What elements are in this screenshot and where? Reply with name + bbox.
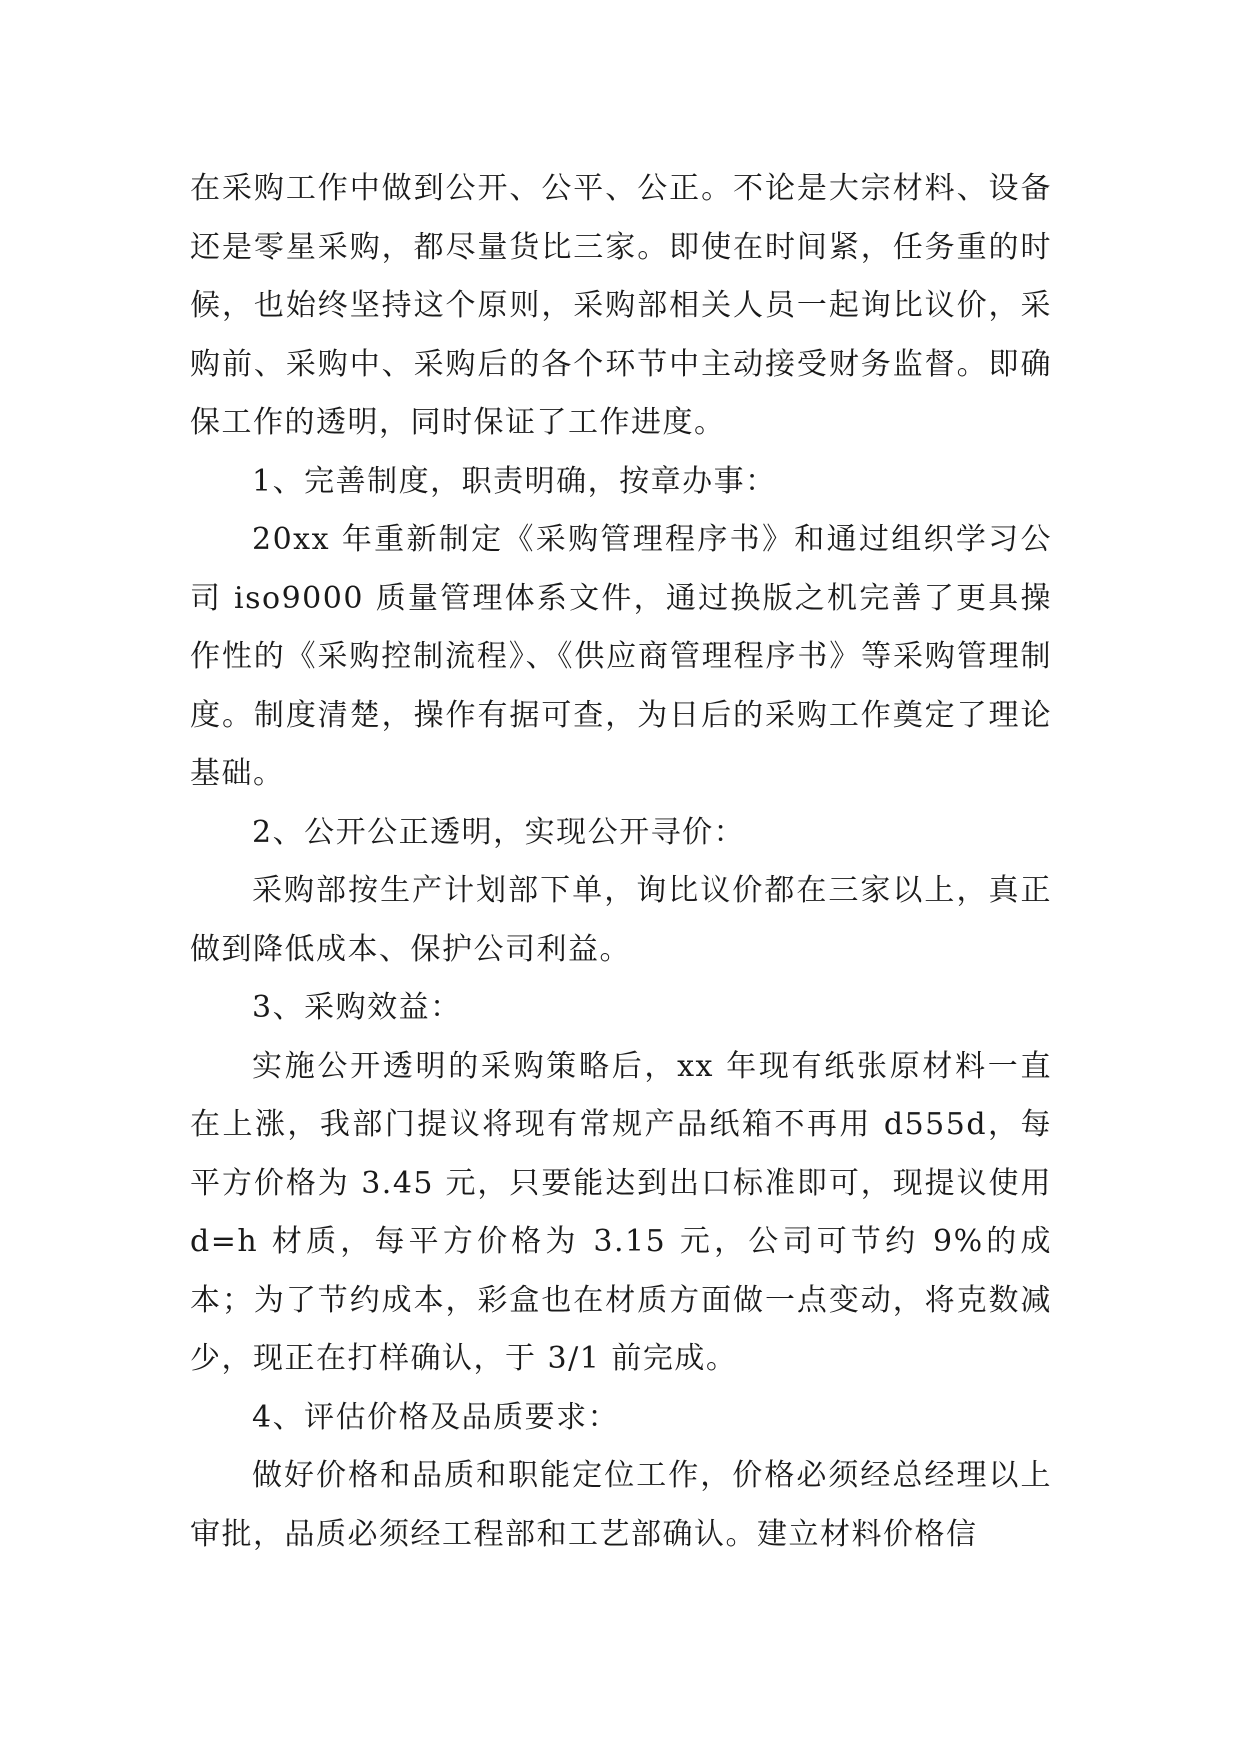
document-body [190,160,1052,1564]
paragraph-item-1: 20xx 年重新制定《采购管理程序书》和通过组织学习公司 iso9000 质量管理体系文件，通过换版之机完善了更具操作性的《采购控制流程》、《供应商管理程序书》等采购管理制度。制度清楚，操作有据可查，为日后的采购工作奠定了理论基础。 [190,522,1052,791]
paragraph-item-3: 实施公开透明的采购策略后，xx 年现有纸张原材料一直在上涨，我部门提议将现有常规产品纸箱不再用 d555d，每平方价格为 3.45 元，只要能达到出口标准即可，现提议使用 d=h 材质，每平方价格为 3.15 元，公司可节约 9%的成本；为了节约成本，彩盒也在材质方面做一点变动，将克数减少，现正在打样确认，于 3/1 前完成。 [190,1048,1052,1376]
paragraph-item-4: 做好价格和品质和职能定位工作，价格必须经总经理以上审批，品质必须经工程部和工艺部确认。建立材料价格信 [190,1458,1052,1552]
heading-item-4: 4、评估价格及品质要求： [252,1399,620,1435]
heading-item-1: 1、完善制度，职责明确，按章办事： [252,463,777,499]
paragraph-item-2: 采购部按生产计划部下单，询比议价都在三家以上，真正做到降低成本、保护公司利益。 [190,873,1052,967]
heading-item-2: 2、公开公正透明，实现公开寻价： [252,814,746,850]
heading-item-3: 3、采购效益： [252,990,462,1025]
paragraph-procurement-principles: 在采购工作中做到公开、公平、公正。不论是大宗材料、设备还是零星采购，都尽量货比三家。即使在时间紧，任务重的时候，也始终坚持这个原则，采购部相关人员一起询比议价，采购前、采购中、采购后的各个环节中主动接受财务监督。即确保工作的透明，同时保证了工作进度。 [190,171,1052,440]
